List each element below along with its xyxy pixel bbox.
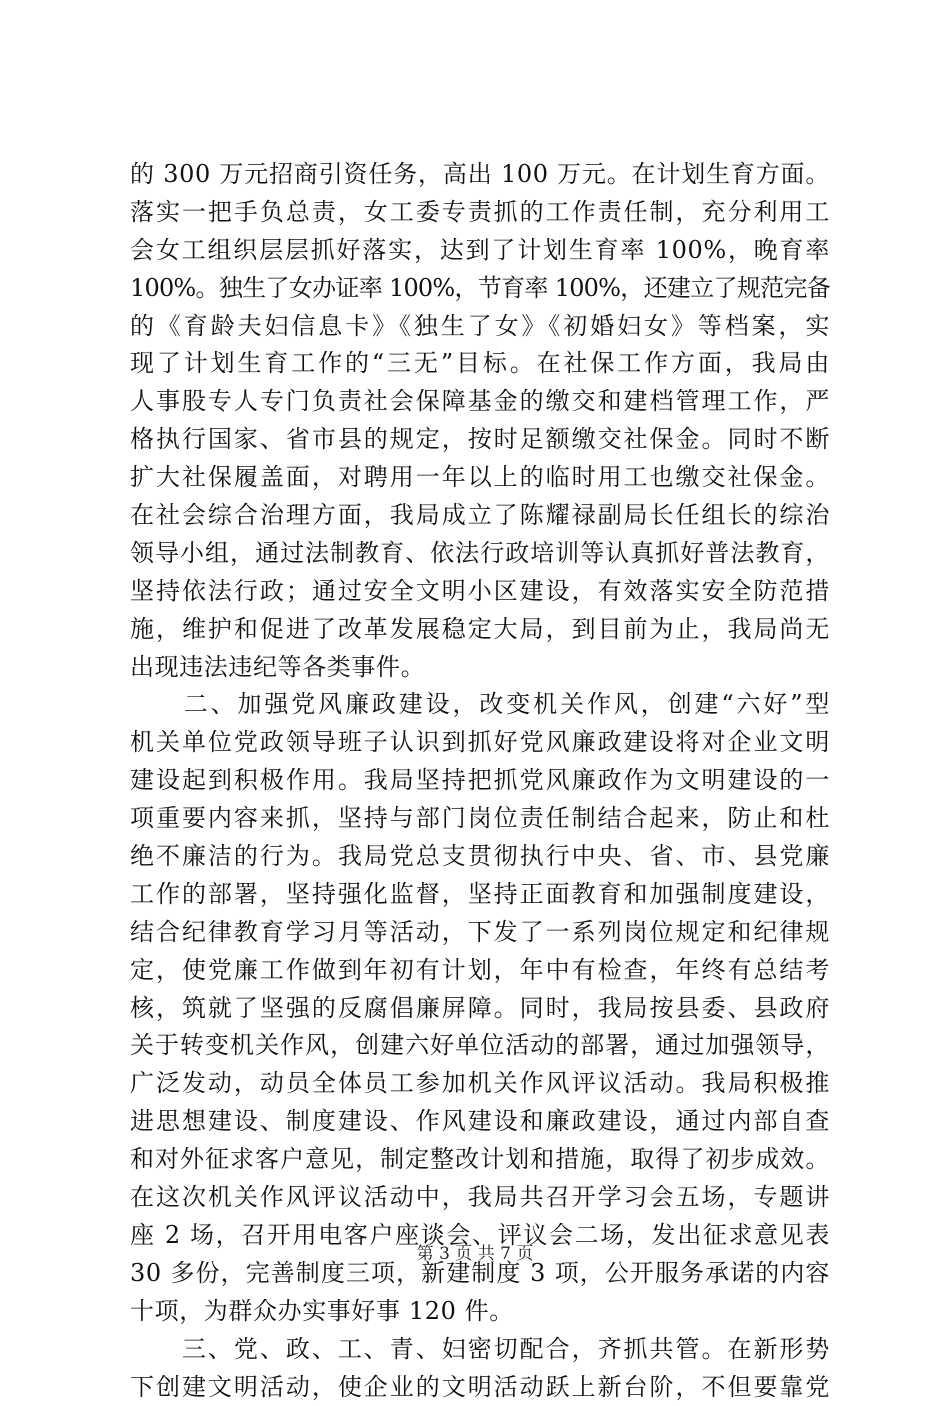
text-line: 下创建文明活动，使企业的文明活动跃上新台阶，不但要靠党 bbox=[130, 1369, 830, 1406]
text-line: 座 2 场，召开用电客户座谈会、评议会二场，发出征求意见表 bbox=[130, 1217, 830, 1255]
text-line: 绝不廉洁的行为。我局党总支贯彻执行中央、省、市、县党廉 bbox=[130, 838, 830, 876]
text-line: 100%。独生了女办证率 100%，节育率 100%，还建立了规范完备 bbox=[130, 270, 830, 308]
text-line: 施，维护和促进了改革发展稳定大局，到目前为止，我局尚无 bbox=[130, 611, 830, 649]
text-line: 坚持依法行政；通过安全文明小区建设，有效落实安全防范措 bbox=[130, 573, 830, 611]
text-line: 的 300 万元招商引资任务，高出 100 万元。在计划生育方面。 bbox=[130, 156, 830, 194]
text-line: 在这次机关作风评议活动中，我局共召开学习会五场，专题讲 bbox=[130, 1179, 830, 1217]
text-line: 二、加强党风廉政建设，改变机关作风，创建“六好”型 bbox=[130, 686, 830, 724]
text-line: 三、党、政、工、青、妇密切配合，齐抓共管。在新形势 bbox=[130, 1331, 830, 1369]
text-line: 广泛发动，动员全体员工参加机关作风评议活动。我局积极推 bbox=[130, 1065, 830, 1103]
text-line: 落实一把手负总责，女工委专责抓的工作责任制，充分利用工 bbox=[130, 194, 830, 232]
text-line: 结合纪律教育学习月等活动，下发了一系列岗位规定和纪律规 bbox=[130, 914, 830, 952]
text-line: 扩大社保履盖面，对聘用一年以上的临时用工也缴交社保金。 bbox=[130, 459, 830, 497]
text-line: 进思想建设、制度建设、作风建设和廉政建设，通过内部自查 bbox=[130, 1103, 830, 1141]
text-line: 工作的部署，坚持强化监督，坚持正面教育和加强制度建设， bbox=[130, 876, 830, 914]
text-line: 项重要内容来抓，坚持与部门岗位责任制结合起来，防止和杜 bbox=[130, 800, 830, 838]
text-line: 核，筑就了坚强的反腐倡廉屏障。同时，我局按县委、县政府 bbox=[130, 990, 830, 1028]
text-line: 人事股专人专门负责社会保障基金的缴交和建档管理工作，严 bbox=[130, 383, 830, 421]
text-line: 的《育龄夫妇信息卡》《独生了女》《初婚妇女》等档案，实 bbox=[130, 308, 830, 346]
page-number-footer: 第 3 页 共 7 页 bbox=[0, 1244, 950, 1264]
text-line: 领导小组，通过法制教育、依法行政培训等认真抓好普法教育， bbox=[130, 535, 830, 573]
text-line: 格执行国家、省市县的规定，按时足额缴交社保金。同时不断 bbox=[130, 421, 830, 459]
text-line: 出现违法违纪等各类事件。 bbox=[130, 649, 830, 687]
text-line: 现了计划生育工作的“三无”目标。在社保工作方面，我局由 bbox=[130, 345, 830, 383]
text-line: 十项，为群众办实事好事 120 件。 bbox=[130, 1293, 830, 1331]
text-line: 定，使党廉工作做到年初有计划，年中有检查，年终有总结考 bbox=[130, 952, 830, 990]
text-line: 30 多份，完善制度三项，新建制度 3 项，公开服务承诺的内容 bbox=[130, 1255, 830, 1293]
text-line: 在社会综合治理方面，我局成立了陈耀禄副局长任组长的综治 bbox=[130, 497, 830, 535]
body-text bbox=[130, 156, 830, 1406]
text-line: 和对外征求客户意见，制定整改计划和措施，取得了初步成效。 bbox=[130, 1141, 830, 1179]
text-line: 会女工组织层层抓好落实，达到了计划生育率 100%，晚育率 bbox=[130, 232, 830, 270]
text-line: 关于转变机关作风，创建六好单位活动的部署，通过加强领导， bbox=[130, 1027, 830, 1065]
text-line: 建设起到积极作用。我局坚持把抓党风廉政作为文明建设的一 bbox=[130, 762, 830, 800]
text-line: 机关单位党政领导班子认识到抓好党风廉政建设将对企业文明 bbox=[130, 724, 830, 762]
